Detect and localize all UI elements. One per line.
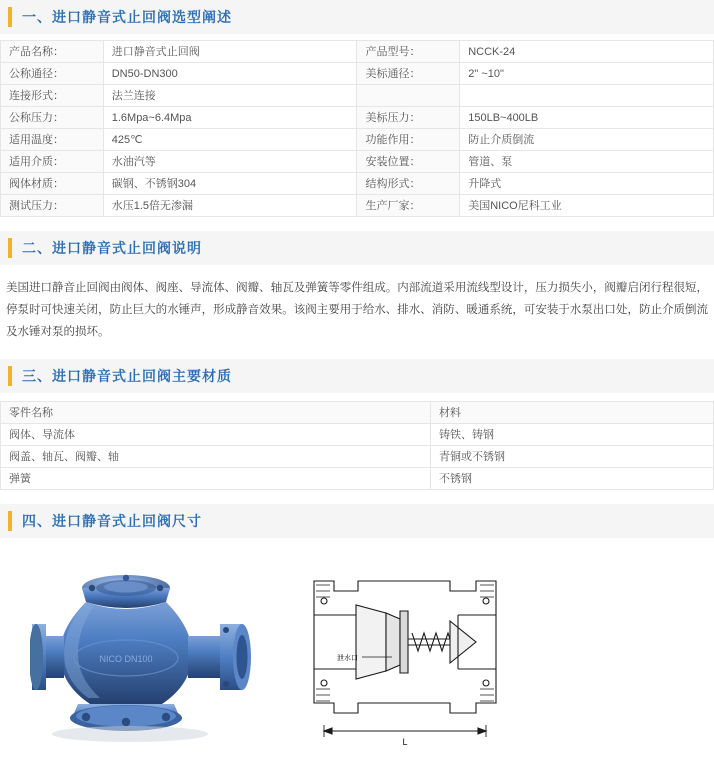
spec-key	[357, 85, 460, 107]
outlet-port-label: 泄水口	[337, 655, 358, 662]
spec-value: 水油汽等	[103, 151, 357, 173]
spacer	[0, 490, 714, 504]
table-row	[1, 446, 714, 468]
spacer	[0, 349, 714, 359]
table-row	[1, 195, 714, 217]
spacer	[0, 217, 714, 231]
table-row	[1, 129, 714, 151]
spec-value: 1.6Mpa~6.4Mpa	[103, 107, 357, 129]
spec-key: 连接形式：	[1, 85, 104, 107]
spec-value	[460, 85, 714, 107]
part-name: 阀体、导流体	[1, 424, 431, 446]
spec-value: 升降式	[460, 173, 714, 195]
spec-value: 碳钢、不锈钢304	[103, 173, 357, 195]
part-material: 不锈钢	[431, 468, 714, 490]
spec-key: 安装位置：	[357, 151, 460, 173]
material-table	[0, 401, 714, 490]
section-heading-3	[0, 359, 714, 393]
table-row	[1, 41, 714, 63]
column-header: 零件名称	[1, 402, 431, 424]
table-row	[1, 173, 714, 195]
section-title: 四、进口静音式止回阀尺寸	[22, 513, 202, 529]
description-paragraph: 美国进口静音止回阀由阀体、阀座、导流体、阀瓣、轴瓦及弹簧等零件组成。内部流道采用流线型设计，压力损失小，阀瓣启闭行程很短，停泵时可快速关闭，防止巨大的水锤声，形成静音效果。该阀主要用于给水、排水、消防、暖通系统，可安装于水泵出口处，防止介质倒流及水锤对泵的损坏。	[6, 282, 708, 338]
section-title: 三、进口静音式止回阀主要材质	[22, 368, 232, 384]
section-title: 二、进口静音式止回阀说明	[22, 240, 202, 256]
spec-value: 425℃	[103, 129, 357, 151]
spec-value: 150LB~400LB	[460, 107, 714, 129]
spec-value: 防止介质倒流	[460, 129, 714, 151]
blue-check-valve-photo	[30, 558, 270, 748]
spec-key: 美标通径：	[357, 63, 460, 85]
spec-value: 水压1.5倍无渗漏	[103, 195, 357, 217]
spec-value: DN50-DN300	[103, 63, 357, 85]
accent-bar-icon	[8, 7, 12, 27]
spec-key: 测试压力：	[1, 195, 104, 217]
spec-value: 2" ~10"	[460, 63, 714, 85]
accent-bar-icon	[8, 511, 12, 531]
drawing-area	[0, 548, 714, 778]
spec-key: 产品名称：	[1, 41, 104, 63]
spec-value: 管道、泵	[460, 151, 714, 173]
spec-value: NCCK-24	[460, 41, 714, 63]
table-row	[1, 85, 714, 107]
specification-table	[0, 40, 714, 217]
length-dimension-label: L	[402, 737, 408, 747]
table-row	[1, 424, 714, 446]
svg-text:NICO DN100: NICO DN100	[99, 654, 153, 664]
section-heading-1	[0, 0, 714, 34]
part-name: 阀盖、轴瓦、阀瓣、轴	[1, 446, 431, 468]
spec-value: 进口静音式止回阀	[103, 41, 357, 63]
spec-key: 结构形式：	[357, 173, 460, 195]
table-row	[1, 107, 714, 129]
section-heading-2	[0, 231, 714, 265]
accent-bar-icon	[8, 366, 12, 386]
part-material: 铸铁、铸钢	[431, 424, 714, 446]
spec-value: 美国NICO尼科工业	[460, 195, 714, 217]
table-row	[1, 151, 714, 173]
spec-key: 适用介质：	[1, 151, 104, 173]
part-name: 弹簧	[1, 468, 431, 490]
column-header: 材料	[431, 402, 714, 424]
spec-key: 适用温度：	[1, 129, 104, 151]
table-row	[1, 468, 714, 490]
part-material: 青铜或不锈钢	[431, 446, 714, 468]
check-valve-section-diagram	[300, 553, 530, 753]
table-header-row	[1, 402, 714, 424]
spec-value: 法兰连接	[103, 85, 357, 107]
accent-bar-icon	[8, 238, 12, 258]
spec-key: 功能作用：	[357, 129, 460, 151]
spec-key: 生产厂家：	[357, 195, 460, 217]
spec-key: 产品型号：	[357, 41, 460, 63]
table-row	[1, 63, 714, 85]
spec-key: 公称通径：	[1, 63, 104, 85]
section-title: 一、进口静音式止回阀选型阐述	[22, 9, 232, 25]
spec-key: 美标压力：	[357, 107, 460, 129]
spec-key: 公称压力：	[1, 107, 104, 129]
spec-key: 阀体材质：	[1, 173, 104, 195]
section-heading-4	[0, 504, 714, 538]
